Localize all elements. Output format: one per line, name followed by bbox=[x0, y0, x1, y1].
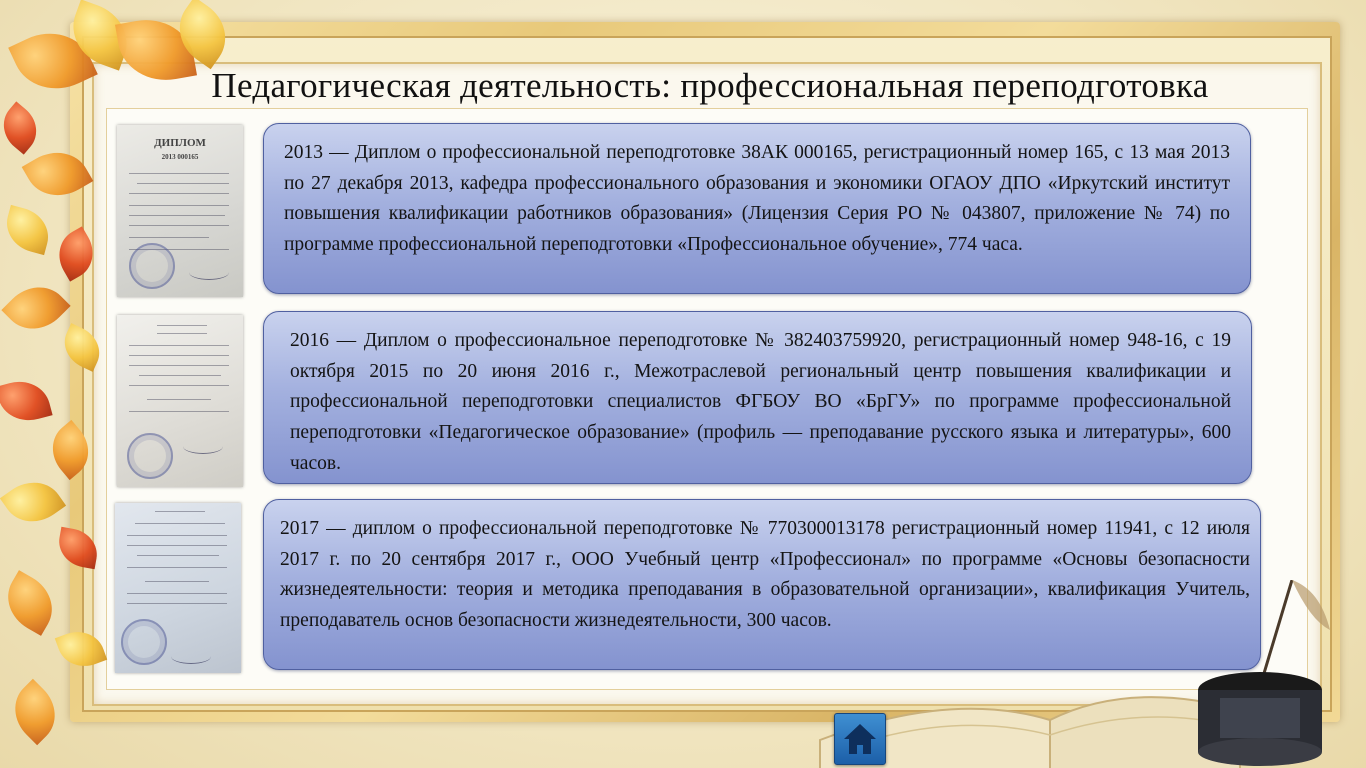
maple-leaf-icon bbox=[0, 375, 53, 428]
entry-card-2017 bbox=[263, 499, 1261, 670]
inkwell-icon bbox=[1180, 580, 1340, 768]
seal-icon bbox=[127, 433, 173, 479]
home-button[interactable] bbox=[834, 713, 886, 765]
maple-leaf-icon bbox=[0, 570, 64, 636]
maple-leaf-icon bbox=[0, 101, 47, 154]
diploma-photo-2016 bbox=[117, 315, 243, 487]
maple-leaf-icon bbox=[2, 679, 68, 745]
seal-icon bbox=[129, 243, 175, 289]
entry-card-2013 bbox=[263, 123, 1251, 294]
maple-leaf-icon bbox=[0, 470, 66, 535]
signature-icon bbox=[183, 439, 223, 454]
maple-leaf-icon bbox=[1, 205, 55, 255]
entry-text: 2013 — Диплом о профессиональной переподготовке 38АК 000165, регистрационный номер 165, с 13 мая 2013 по 27 декабря 2013, кафедра профессионального образования и экономики ОГАОУ ДПО «Иркутский институт повышения квалификации работников образования» (Лицензия Серия РО № 043807, приложение № 74) по программе профессиональной переподготовки «Профессиональное обучение», 774 часа. bbox=[284, 142, 1230, 256]
maple-leaf-icon bbox=[1, 273, 70, 342]
signature-icon bbox=[189, 265, 229, 280]
diploma-photo-2017 bbox=[115, 503, 241, 673]
diploma-photo-2013: ДИПЛОМ 2013 000165 bbox=[117, 125, 243, 297]
slide-title: Педагогическая деятельность: профессиональная переподготовка bbox=[211, 66, 1209, 105]
entry-text: 2017 — диплом о профессиональной переподготовке № 770300013178 регистрационный номер 11941, с 12 июля 2017 г. по 20 сентября 2017 г., ООО Учебный центр «Профессионал» по программе «Основы безопасности жизнедеятельности: теория и методика преподавания в образовательной организации», квалификация Учитель, преподаватель основ безопасности жизнедеятельности, 300 часов. bbox=[280, 518, 1250, 632]
seal-icon bbox=[121, 619, 167, 665]
signature-icon bbox=[171, 649, 211, 664]
home-icon bbox=[842, 721, 878, 757]
entry-text: 2016 — Диплом о профессиональное переподготовке № 382403759920, регистрационный номер 948-16, с 19 октября 2015 по 20 июня 2016 г., Межотраслевой региональный центр повышения квалификации и профессиональной переподготовки специалистов ФГБОУ ВО «БрГУ» по программе профессиональной переподготовки «Педагогическое образование» (профиль — преподавание русского языка и литературы», 600 часов. bbox=[290, 330, 1231, 474]
entry-card-2016 bbox=[263, 311, 1252, 484]
